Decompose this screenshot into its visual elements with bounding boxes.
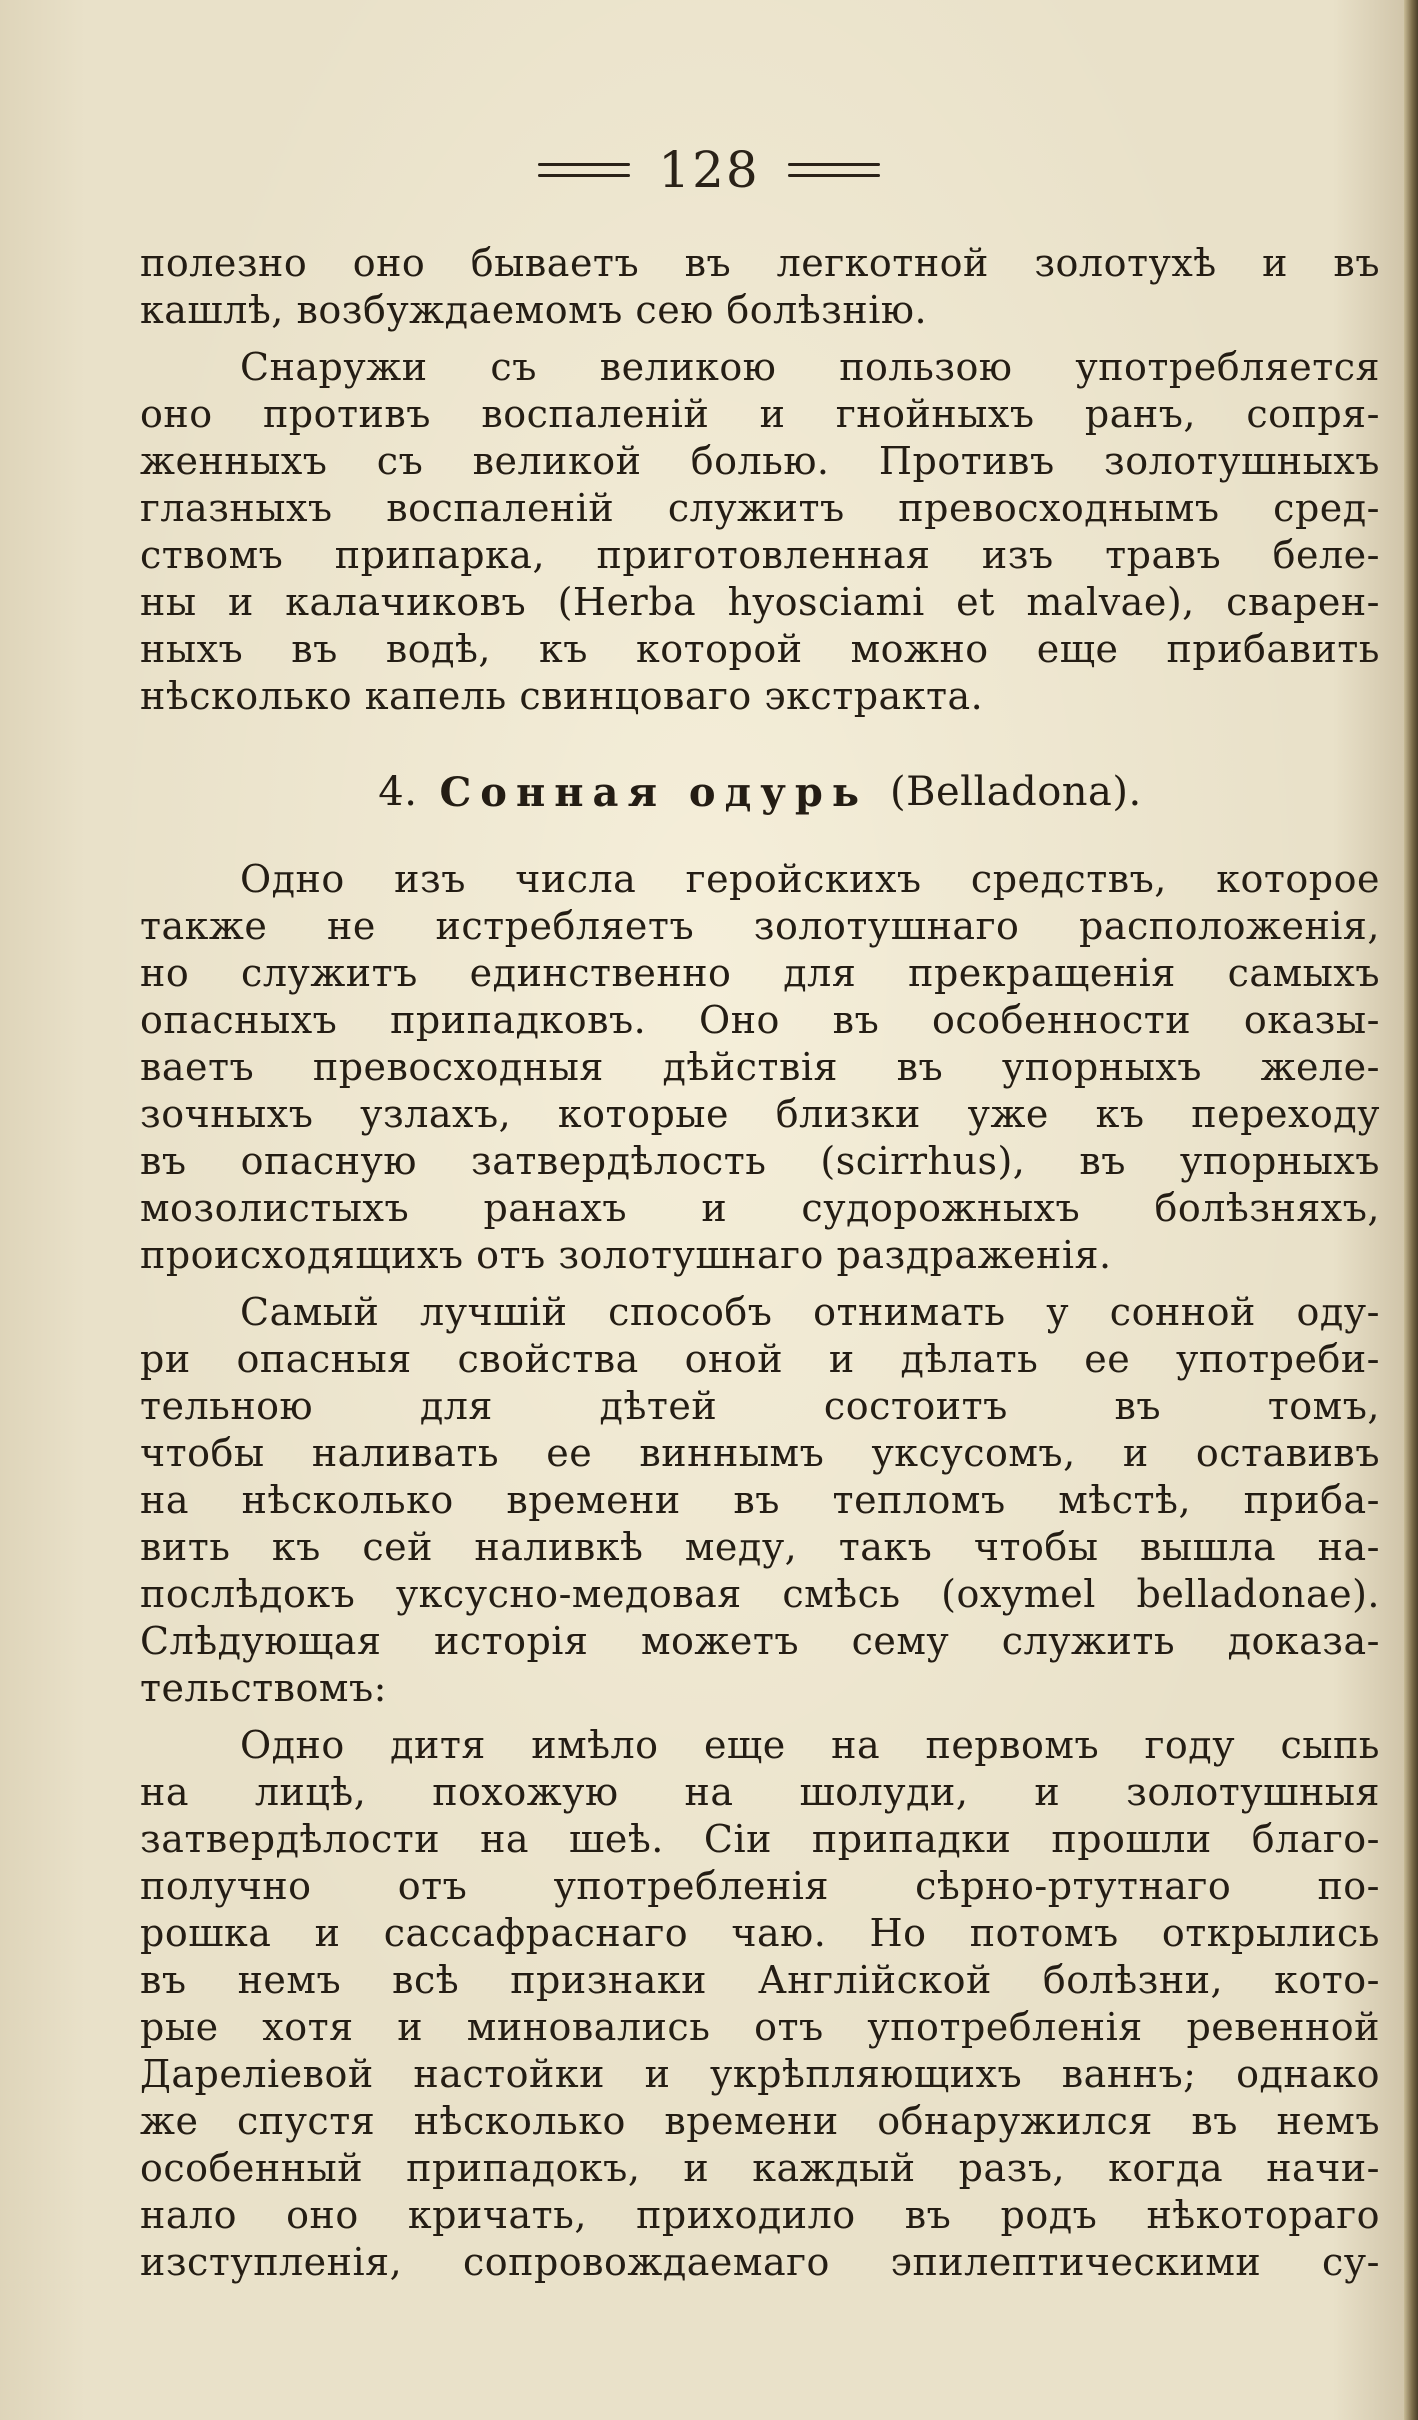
text-line: также не истребляетъ золотушнаго расположенія, [140,904,1380,948]
text-line: Одно изъ числа геройскихъ средствъ, которое [240,857,1380,901]
header-rule-left [538,163,630,177]
text-line: ныхъ въ водѣ, къ которой можно еще прибавить [140,627,1380,671]
header-rule-right [788,163,880,177]
text-line: ри опасныя свойства оной и дѣлать ее употреби- [140,1337,1380,1381]
text-line: рые хотя и миновались отъ употребленія ревенной [140,2005,1380,2049]
text-line: Снаружи съ великою пользою употребляется [240,345,1380,389]
text-line: послѣдокъ уксусно-медовая смѣсь (oxymel belladonae). [140,1572,1380,1616]
text-line: тельною для дѣтей состоитъ въ томъ, [140,1384,1380,1428]
text-line: кашлѣ, возбуждаемомъ сею болѣзнію. [140,288,928,332]
text-line: ствомъ припарка, приготовленная изъ травъ беле- [140,533,1380,577]
text-line: женныхъ съ великой болью. Противъ золотушныхъ [140,439,1380,483]
text-line: въ опасную затвердѣлость (scirrhus), въ упорныхъ [140,1139,1380,1183]
text-line: полезно оно бываетъ въ легкотной золотухѣ и въ [140,241,1380,285]
text-line: затвердѣлости на шеѣ. Сіи припадки прошли благо- [140,1817,1380,1861]
paragraph [140,344,1380,720]
text-line: на лицѣ, похожую на шолуди, и золотушныя [140,1770,1380,1814]
paragraph [140,1722,1380,2286]
text-line: Одно дитя имѣло еще на первомъ году сыпь [240,1723,1380,1767]
text-line: нѣсколько капель свинцоваго экстракта. [140,674,984,718]
text-line: опасныхъ припадковъ. Оно въ особенности оказы- [140,998,1380,1042]
paragraph [140,1289,1380,1712]
text-line: ны и калачиковъ (Herba hyosciami et malvae), сварен- [140,580,1380,624]
section-title: Сонная одурь [439,768,868,816]
page-header [0,140,1418,200]
text-line: особенный припадокъ, и каждый разъ, когда начи- [140,2146,1380,2190]
text-line: въ немъ всѣ признаки Англійской болѣзни, кото- [140,1958,1380,2002]
text-line: оно противъ воспаленій и гнойныхъ ранъ, сопря- [140,392,1380,436]
text-line: зочныхъ узлахъ, которые близки уже къ переходу [140,1092,1380,1136]
section-heading [140,756,1380,828]
text-line: ваетъ превосходныя дѣйствія въ упорныхъ желе- [140,1045,1380,1089]
text-line: вить къ сей наливкѣ меду, такъ чтобы вышла на- [140,1525,1380,1569]
text-line: глазныхъ воспаленій служитъ превосходнымъ сред- [140,486,1380,530]
text-line: чтобы наливать ее виннымъ уксусомъ, и оставивъ [140,1431,1380,1475]
text-line: же спустя нѣсколько времени обнаружился въ немъ [140,2099,1380,2143]
page-edge-shadow [1404,0,1418,2420]
text-line: тельствомъ: [140,1666,387,1710]
page-number: 128 [658,141,760,199]
paragraph [140,240,1380,334]
text-line: нало оно кричать, приходило въ родъ нѣкотораго [140,2193,1380,2237]
text-line: мозолистыхъ ранахъ и судорожныхъ болѣзняхъ, [140,1186,1380,1230]
text-line: получно отъ употребленія сѣрно-ртутнаго по- [140,1864,1380,1908]
text-line: Дареліевой настойки и укрѣпляющихъ ваннъ; однако [140,2052,1380,2096]
text-line: рошка и сассафраснаго чаю. Но потомъ открылись [140,1911,1380,1955]
section-number: 4. [378,769,418,815]
text-line: Самый лучшій способъ отнимать у сонной оду- [240,1290,1380,1334]
text-line: но служитъ единственно для прекращенія самыхъ [140,951,1380,995]
text-line: происходящихъ отъ золотушнаго раздраженія. [140,1233,1112,1277]
section-latin-title: (Belladona). [889,769,1142,815]
text-line: на нѣсколько времени въ тепломъ мѣстѣ, приба- [140,1478,1380,1522]
paragraph [140,856,1380,1279]
page-text [140,240,1380,2286]
text-line: изступленія, сопровождаемаго эпилептическими су- [140,2240,1380,2284]
text-line: Слѣдующая исторія можетъ сему служить доказа- [140,1619,1380,1663]
